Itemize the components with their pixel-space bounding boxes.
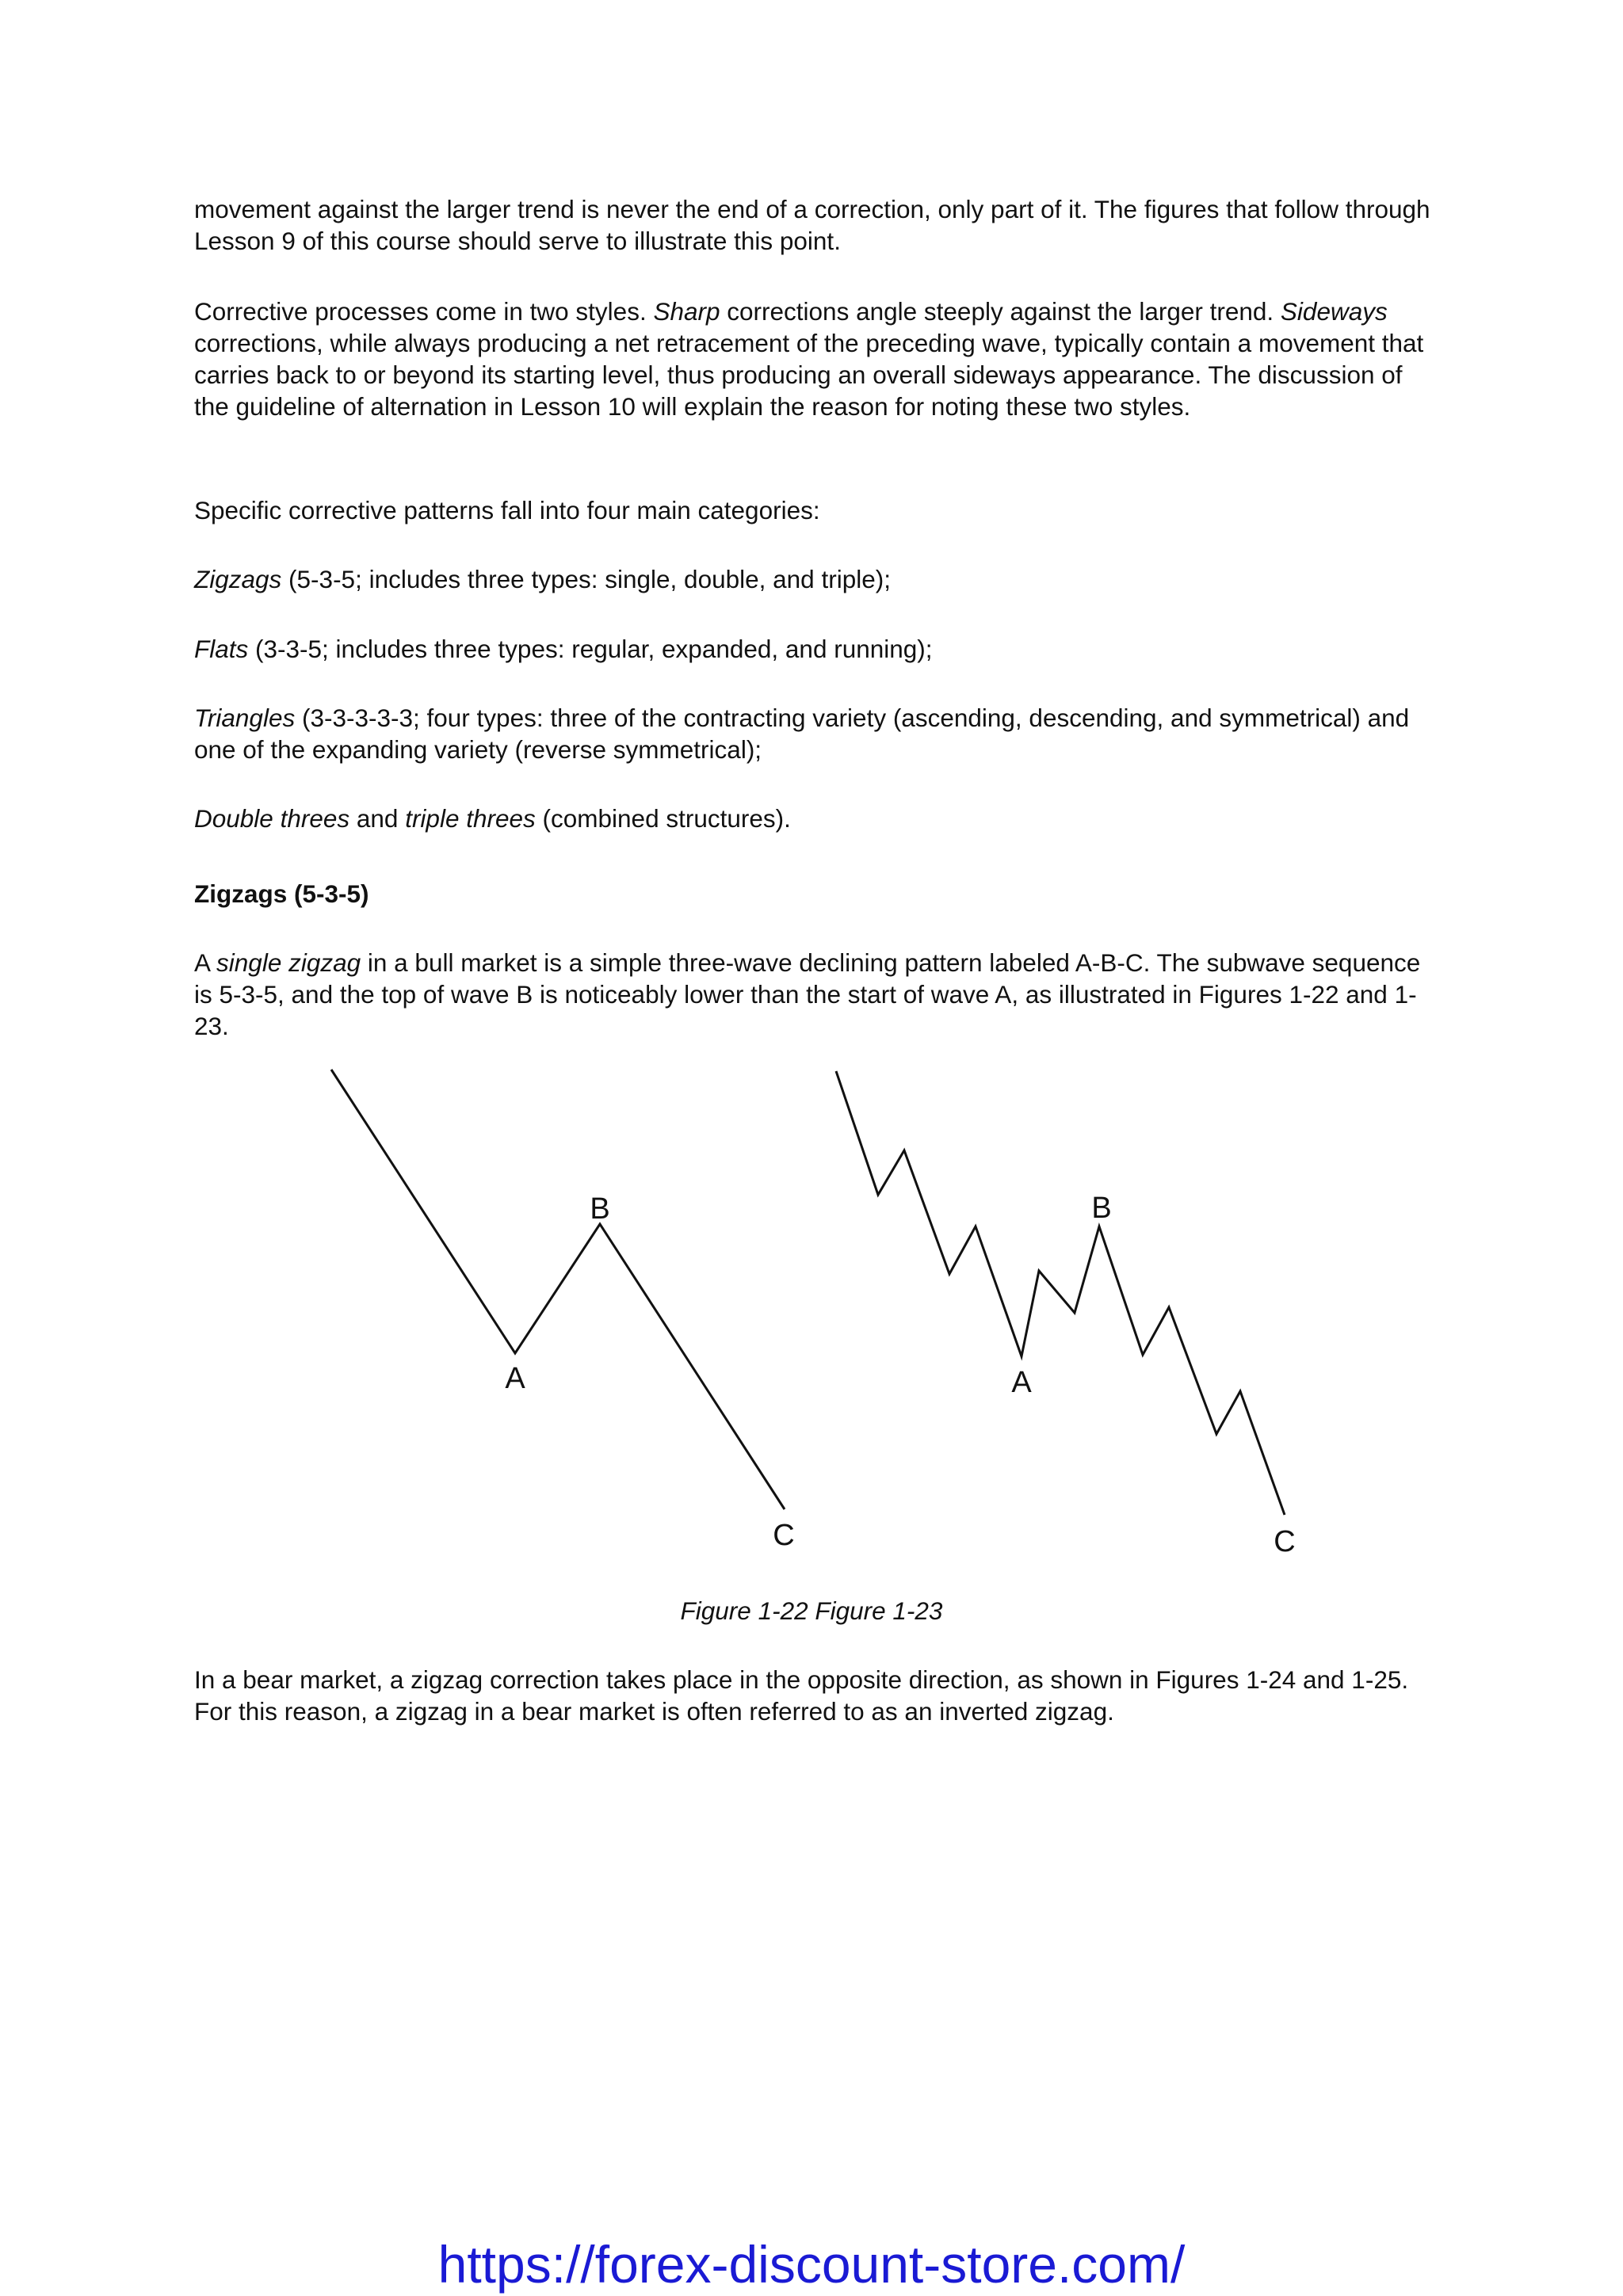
figure-1-23-label-a: A (1011, 1366, 1032, 1399)
figure-1-23 (836, 1071, 1296, 1558)
figure-caption: Figure 1-22 Figure 1-23 (680, 1596, 943, 1625)
section-heading: Zigzags (5-3-5) (194, 879, 369, 908)
figure-1-22-label-a: A (505, 1362, 525, 1395)
paragraph-single-zigzag: A single zigzag in a bull market is a simple three-wave declining pattern labeled A-B-C. The subwave sequence is 5-3-5, and the top of wave B is noticeably lower than the start of wave A, as illustrated in Figures 1-22 and 1-23. (194, 948, 1421, 1040)
figure-1-22-label-b: B (590, 1192, 610, 1226)
figure-1-22 (331, 1070, 795, 1552)
term-sideways: Sideways (1280, 297, 1388, 326)
figure-1-23-wave-line (836, 1071, 1285, 1515)
paragraph-intro: movement against the larger trend is never the end of a correction, only part of it. The figures that follow through Lesson 9 of this course should serve to illustrate this point. (194, 195, 1430, 255)
paragraph-bear-market: In a bear market, a zigzag correction takes place in the opposite direction, as shown in Figures 1-24 and 1-25. For this reason, a zigzag in a bear market is often referred to as an inverted zigzag. (194, 1665, 1409, 1726)
term-single-zigzag: single zigzag (216, 948, 361, 977)
term-sharp: Sharp (653, 297, 720, 326)
category-triangles: Triangles (3-3-3-3-3; four types: three of the contracting variety (ascending, descending, and symmetrical) and one of the expanding variety (reverse symmetrical); (194, 704, 1410, 764)
category-zigzags: Zigzags (5-3-5; includes three types: single, double, and triple); (194, 565, 891, 593)
figure-1-22-wave-line (331, 1070, 785, 1509)
category-flats: Flats (3-3-5; includes three types: regular, expanded, and running); (194, 635, 933, 663)
figure-1-22-label-c: C (773, 1519, 795, 1552)
paragraph-corrective-styles: Corrective processes come in two styles. Sharp corrections angle steeply against the larger trend. Sideways corrections, while always producing a net retracement of the preceding wave, typically contain a movement that carries back to or beyond its starting level, thus producing an overall sideways appearance. The discussion of the guideline of alternation in Lesson 10 will explain the reason for noting these two styles. (194, 297, 1424, 421)
figure-1-23-label-b: B (1091, 1192, 1112, 1225)
footer-link[interactable]: https://forex-discount-store.com/ (437, 2235, 1186, 2294)
figure-1-23-label-c: C (1274, 1525, 1296, 1558)
category-combined: Double threes and triple threes (combined structures). (194, 804, 791, 833)
paragraph-categories-intro: Specific corrective patterns fall into four main categories: (194, 496, 820, 524)
